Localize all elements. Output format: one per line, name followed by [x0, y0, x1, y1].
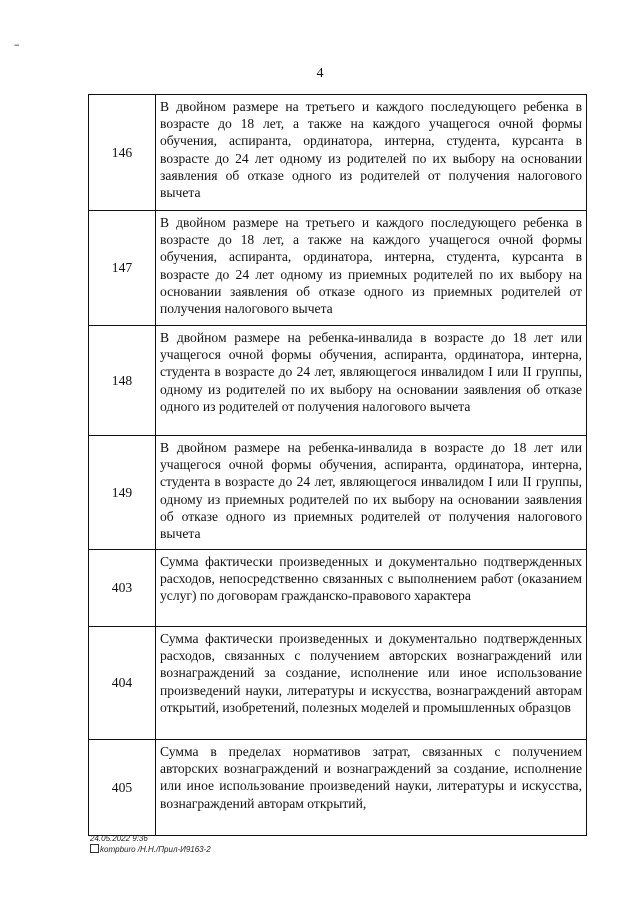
footer-file-ref: kompburo /Н.Н./Прил-И9163-2: [100, 845, 211, 854]
row-description: Сумма в пределах нормативов затрат, связанных с получением авторских вознаграждений и вознаграждений за создание, исполнение или иное использование произведений науки, литературы и искусства, вознаграждений авторам открытий,: [156, 740, 587, 836]
row-code: 148: [89, 326, 156, 436]
footer-file-ref-line: [90, 844, 211, 855]
table-row: [89, 326, 587, 436]
table-row: [89, 627, 587, 740]
document-footer: [90, 833, 211, 855]
page-number: 4: [316, 66, 324, 81]
row-description: В двойном размере на третьего и каждого последующего ребенка в возрасте до 18 лет, а также на каждого учащегося очной формы обучения, аспиранта, ординатора, интерна, студента, курсанта в возрасте до 24 лет одному из приемных родителей по их выбору на основании заявления об отказе одного из приемных родителей от получения налогового вычета: [156, 211, 587, 326]
row-description: В двойном размере на ребенка-инвалида в возрасте до 18 лет или учащегося очной формы обучения, аспиранта, ординатора, интерна, студента в возрасте до 24 лет, являющегося инвалидом I или II группы, одному из приемных родителей по их выбору на основании заявления об отказе одного из приемных родителей от получения налогового вычета: [156, 436, 587, 550]
table-row: [89, 740, 587, 836]
row-description: Сумма фактически произведенных и документально подтвержденных расходов, непосредственно связанных с выполнением работ (оказанием услуг) по договорам гражданско-правового характера: [156, 550, 587, 627]
row-code: 403: [89, 550, 156, 627]
row-description: В двойном размере на ребенка-инвалида в возрасте до 18 лет или учащегося очной формы обучения, аспиранта, ординатора, интерна, студента в возрасте до 24 лет, являющегося инвалидом I или II группы, одному из родителей по их выбору на основании заявления об отказе одного из родителей от получения налогового вычета: [156, 326, 587, 436]
row-code: 146: [89, 95, 156, 211]
row-code: 149: [89, 436, 156, 550]
deduction-codes-table: [88, 94, 587, 836]
file-icon: [90, 844, 99, 853]
row-code: 404: [89, 627, 156, 740]
row-description: Сумма фактически произведенных и документально подтвержденных расходов, связанных с получением авторских вознаграждений или вознаграждений за создание, исполнение или иное использование произведений науки, литературы и искусства, вознаграждений авторам открытий, изобретений, полезных моделей и промышленных образцов: [156, 627, 587, 740]
table-row: [89, 95, 587, 211]
row-code: 405: [89, 740, 156, 836]
table-row: [89, 436, 587, 550]
corner-mark: –: [14, 38, 20, 51]
row-description: В двойном размере на третьего и каждого последующего ребенка в возрасте до 18 лет, а также на каждого учащегося очной формы обучения, аспиранта, ординатора, интерна, студента, курсанта в возрасте до 24 лет одному из родителей по их выбору на основании заявления об отказе одного из родителей от получения налогового вычета: [156, 95, 587, 211]
footer-timestamp: 24.05.2022 9:36: [90, 834, 148, 843]
table-row: [89, 211, 587, 326]
table-row: [89, 550, 587, 627]
row-code: 147: [89, 211, 156, 326]
